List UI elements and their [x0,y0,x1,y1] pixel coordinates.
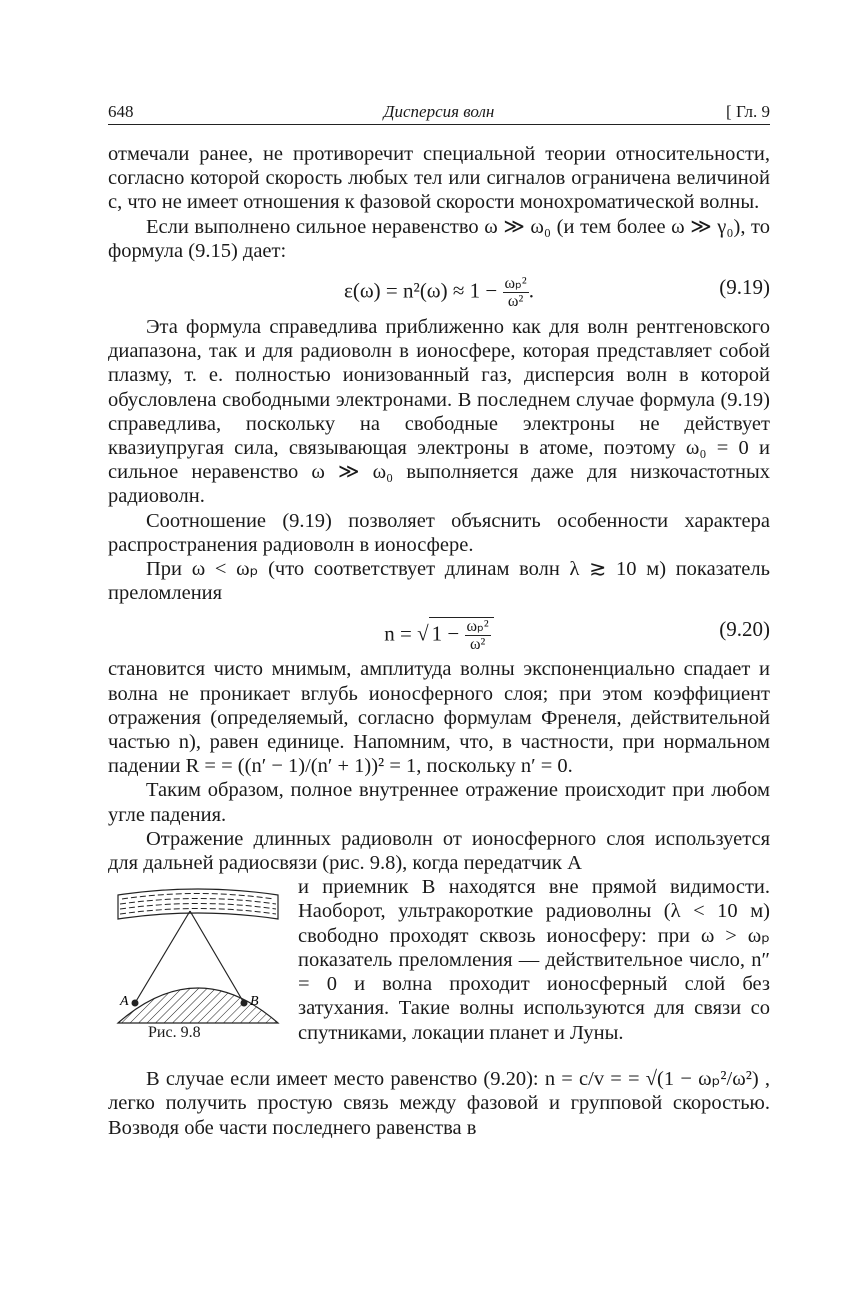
transmitter-point [132,1000,139,1007]
eq920-numerator: ωₚ² [466,618,489,636]
paragraph-5: При ω < ωₚ (что соответствует длинам волн λ ≳ 10 м) показатель преломления [108,558,770,605]
paragraph-4: Соотношение (9.19) позволяет объяснить особенности характера распространения радиоволн в ионосфере. [108,509,770,556]
eq920-denominator: ω² [469,636,486,654]
figure-caption: Рис. 9.8 [148,1024,201,1042]
figure-block [108,875,770,1067]
eq919-number: (9.19) [719,275,770,300]
running-header [108,100,770,126]
paragraph-2: Если выполнено сильное неравенство ω ≫ ω₀ (и тем более ω ≫ γ₀), то формула (9.15) дает: [108,215,770,262]
eq920-sqrt-pre: 1 − [431,621,460,646]
eq919-denominator: ω² [507,293,524,311]
paragraph-9: и приемник B находятся вне прямой видимости. Наоборот, ультракороткие радиоволны (λ < 10 м) свободно проходят сквозь ионосферу: при ω > ωₚ показатель преломления — действительное число, n″ = 0 и волна проходит ионосферный слой без затухания. Такие волны используются для связи со спутниками, локации планет и Луны. [298,876,770,1044]
receiver-point [241,1000,248,1007]
equation-9-19 [108,263,770,315]
page-number: 648 [108,102,134,121]
paragraph-8: Отражение длинных радиоволн от ионосферного слоя используется для дальней радиосвязи (рис. 9.8), когда передатчик A [108,827,770,875]
label-a: A [120,994,129,1010]
eq920-lhs: n = [384,621,412,646]
eq920-radicand [429,617,494,653]
page-header-area [108,100,770,126]
paragraph-1: отмечали ранее, не противоречит специальной теории относительности, согласно которой скорость любых тел или сигналов ограничена величиной c, что не имеет отношения к фазовой скорости монохроматической волны. [108,143,770,214]
label-b: B [250,994,259,1010]
chapter-label: [ Гл. 9 [726,102,770,121]
figure-9-8 [108,875,288,1067]
ionosphere-diagram [108,875,288,1025]
eq919-tail: . [528,278,534,303]
paragraph-6: становится чисто мнимым, амплитуда волны экспоненциально спадает и волна не проникает вглубь ионосферного слоя; при этом коэффициент отражения (определяемый, согласно формулам Френеля, действительной частью n), равен единице. Напомним, что, в частности, при нормальном падении R = = ((n′ − 1)/(n′ + 1))² = 1, поскольку n′ = 0. [108,658,770,778]
equation-9-20 [108,605,770,657]
sqrt-sign: √ [417,621,429,646]
eq920-number: (9.20) [719,617,770,642]
paragraph-10: В случае если имеет место равенство (9.20): n = c/v = = √(1 − ωₚ²/ω²) , легко получить простую связь между фазовой и групповой скоростью. Возводя обе части последнего равенства в [108,1068,770,1139]
header-rule [108,124,770,125]
paragraph-3: Эта формула справедлива приближенно как для волн рентгеновского диапазона, так и для радиоволн в ионосфере, которая представляет собой плазму, т. е. полностью ионизованный газ, дисперсия волн в которой обусловлена свободными электронами. В последнем случае формула (9.19) справедлива, поскольку на свободные электроны не действует квазиупругая сила, связывающая электроны в атоме, поэтому ω₀ = 0 и сильное неравенство ω ≫ ω₀ выполняется даже для низкочастотных радиоволн. [108,316,770,508]
eq919-fraction [503,275,529,310]
page-body [108,142,770,1140]
paragraph-9-wrapped [298,875,770,1044]
eq920-fraction [465,618,491,653]
paragraph-7: Таким образом, полное внутреннее отражение происходит при любом угле падения. [108,779,770,826]
eq919-numerator: ωₚ² [504,275,527,293]
running-title: Дисперсия волн [383,102,495,121]
eq919-lhs: ε(ω) = n²(ω) ≈ 1 − [344,278,498,303]
